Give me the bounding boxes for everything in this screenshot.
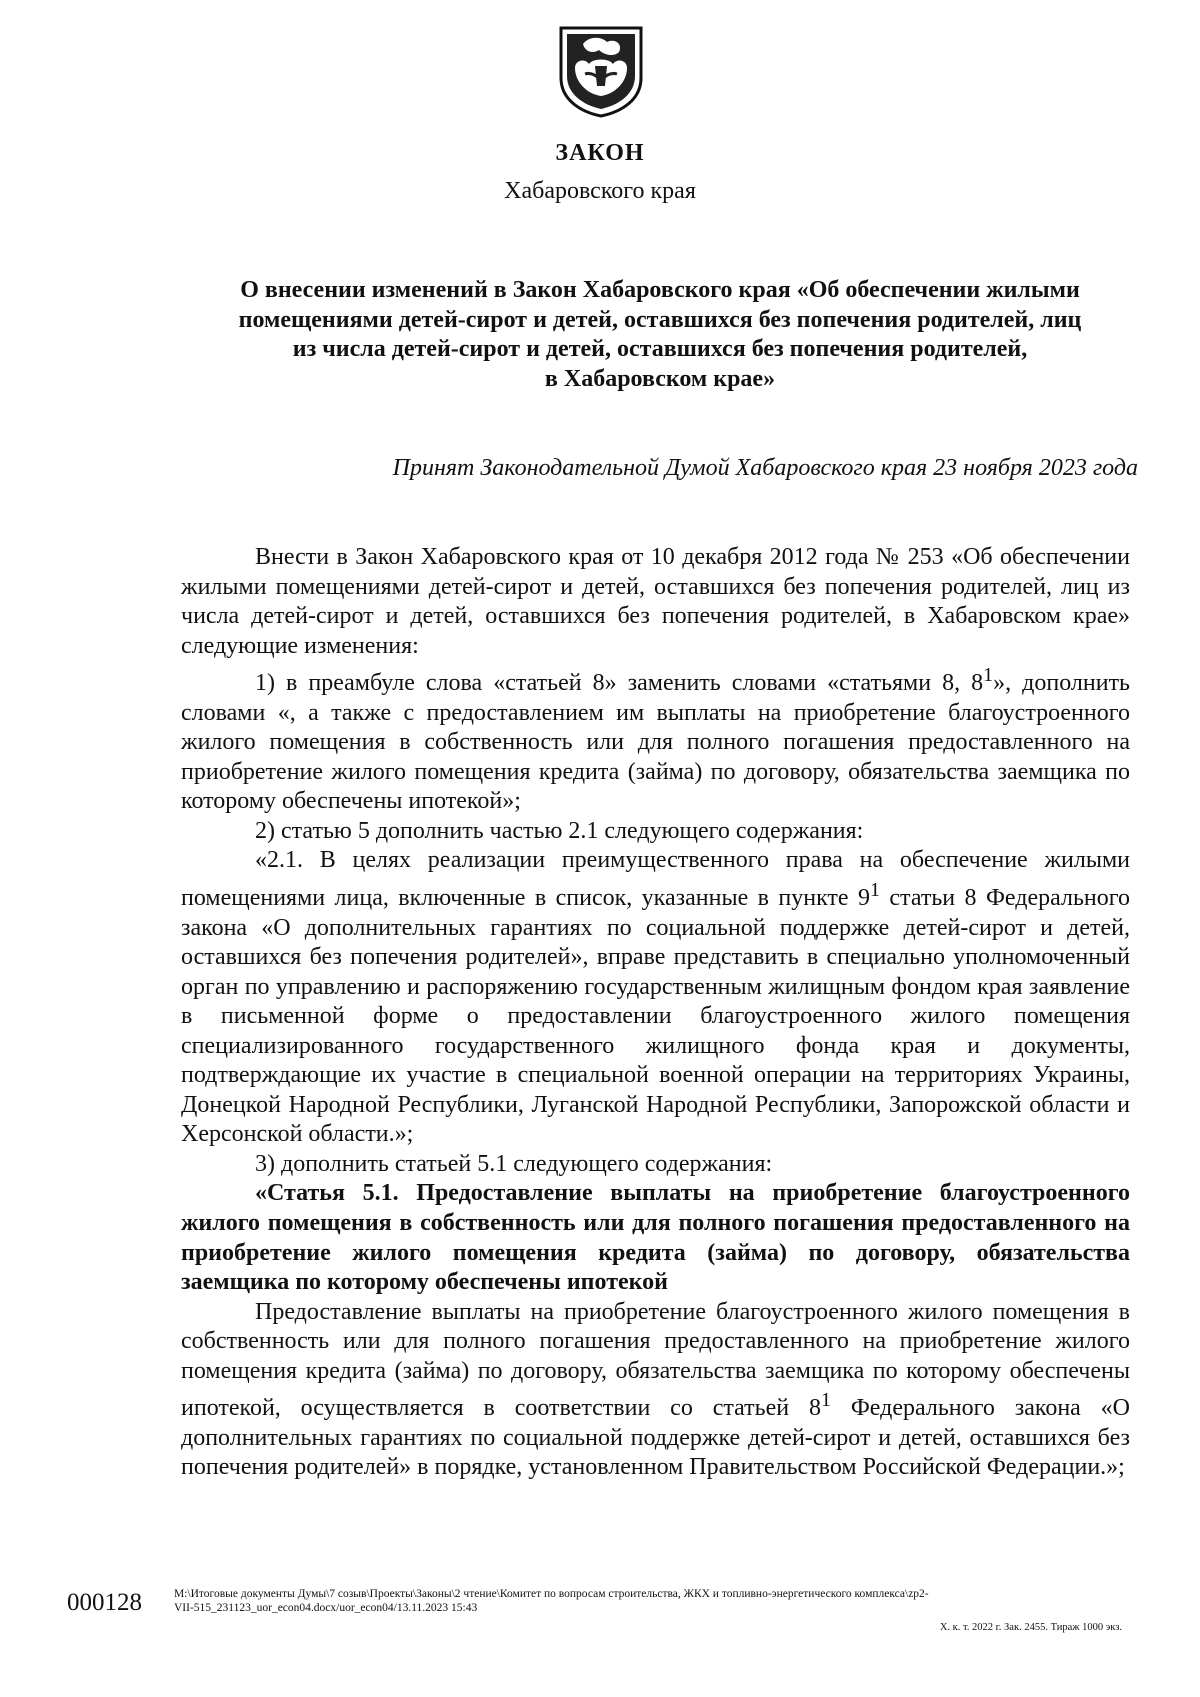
quote-text-cont: статьи 8 Федерального закона «О дополнительных гарантиях по социальной поддержке детей-сирот и детей, оставшихся без попечения родителей», вправе представить в специально уполномоченный орган по управлению и распоряжению государственным жилищным фондом края заявление в письменной форме о предоставлении благоустроенного жилого помещения специализированного государственного жилищного фонда края и документы, подтверждающие их участие в специальной военной операции на территориях Украины, Донецкой Народной Республики, Луганской Народной Республики, Запорожской области и Херсонской области.»; — [181, 885, 1131, 1148]
adoption-note: Принят Законодательной Думой Хабаровского края 23 ноября 2023 года — [392, 455, 1138, 481]
amendment-item-1-text-cont: », дополнить словами «, а также с предоставлением им выплаты на приобретение благоустроенного жилого помещения в собственность или для полного погашения предоставленного на приобретение жилого помещения кредита (займа) по договору, обязательства заемщика по которому обеспечены ипотекой»; — [181, 670, 1130, 815]
amendment-item-2: 2) статью 5 дополнить частью 2.1 следующего содержания: — [255, 817, 864, 844]
superscript: 1 — [820, 1389, 831, 1412]
amendment-quote-2-1 — [181, 846, 1130, 1149]
file-path-line: M:\Итоговые документы Думы\7 созыв\Проекты\Законы\2 чтение\Комитет по вопросам строительства, ЖКХ и топливно-энергетического комплекса\zp2- — [174, 1588, 929, 1600]
amendment-item-3: 3) дополнить статьей 5.1 следующего содержания: — [255, 1150, 773, 1177]
law-heading-line: из числа детей-сирот и детей, оставшихся без попечения родителей, — [292, 336, 1028, 362]
law-body — [181, 543, 1130, 1483]
document-type-title: ЗАКОН — [555, 140, 645, 166]
file-path — [174, 1587, 1074, 1615]
law-heading-line: О внесении изменений в Закон Хабаровского края «Об обеспечении жилыми — [240, 277, 1080, 303]
amendment-item-1 — [181, 661, 1130, 817]
law-heading-line: помещениями детей-сирот и детей, оставшихся без попечения родителей, лиц — [238, 306, 1082, 333]
quote-text: «2.1. В целях реализации преимущественного права на обеспечение жилыми помещениями лица, включенные в список, указанные в пункте 9 — [181, 847, 1130, 912]
superscript: 1 — [983, 664, 994, 687]
file-path-line: VII-515_231123_uor_econ04.docx/uor_econ04/13.11.2023 15:43 — [174, 1602, 478, 1614]
superscript: 1 — [869, 879, 880, 902]
article-text-cont: Федерального закона «О дополнительных гарантиях по социальной поддержке детей-сирот и детей, оставшихся без попечения родителей» в порядке, установленном Правительством Российской Федерации.»; — [181, 1395, 1131, 1481]
intro-paragraph: Внести в Закон Хабаровского края от 10 декабря 2012 года № 253 «Об обеспечении жилыми помещениями детей-сирот и детей, оставшихся без попечения родителей, лиц из числа детей-сирот и детей, оставшихся без попечения родителей, в Хабаровском крае» следующие изменения: — [181, 544, 1130, 659]
article-5-1-text — [181, 1298, 1130, 1483]
coat-of-arms-icon — [555, 24, 647, 118]
law-heading — [180, 276, 1140, 394]
print-info: Х. к. т. 2022 г. Зак. 2455. Тираж 1000 экз. — [939, 1622, 1122, 1633]
article-5-1-title: «Статья 5.1. Предоставление выплаты на приобретение благоустроенного жилого помещения в собственность или для полного погашения предоставленного на приобретение жилого помещения кредита (займа) по договору, обязательства заемщика по которому обеспечены ипотекой — [181, 1180, 1130, 1296]
article-text: Предоставление выплаты на приобретение благоустроенного жилого помещения в собственность или для полного погашения предоставленного на приобретение жилого помещения кредита (займа) по договору, обязательства заемщика по которому обеспечены ипотекой, осуществляется в соответствии со статьей 8 — [181, 1298, 1130, 1422]
region-subtitle: Хабаровского края — [504, 178, 696, 204]
amendment-item-1-text: 1) в преамбуле слова «статьей 8» заменить словами «статьями 8, 8 — [255, 670, 984, 697]
document-number: 000128 — [67, 1589, 142, 1616]
law-heading-line: в Хабаровском крае» — [544, 365, 776, 392]
